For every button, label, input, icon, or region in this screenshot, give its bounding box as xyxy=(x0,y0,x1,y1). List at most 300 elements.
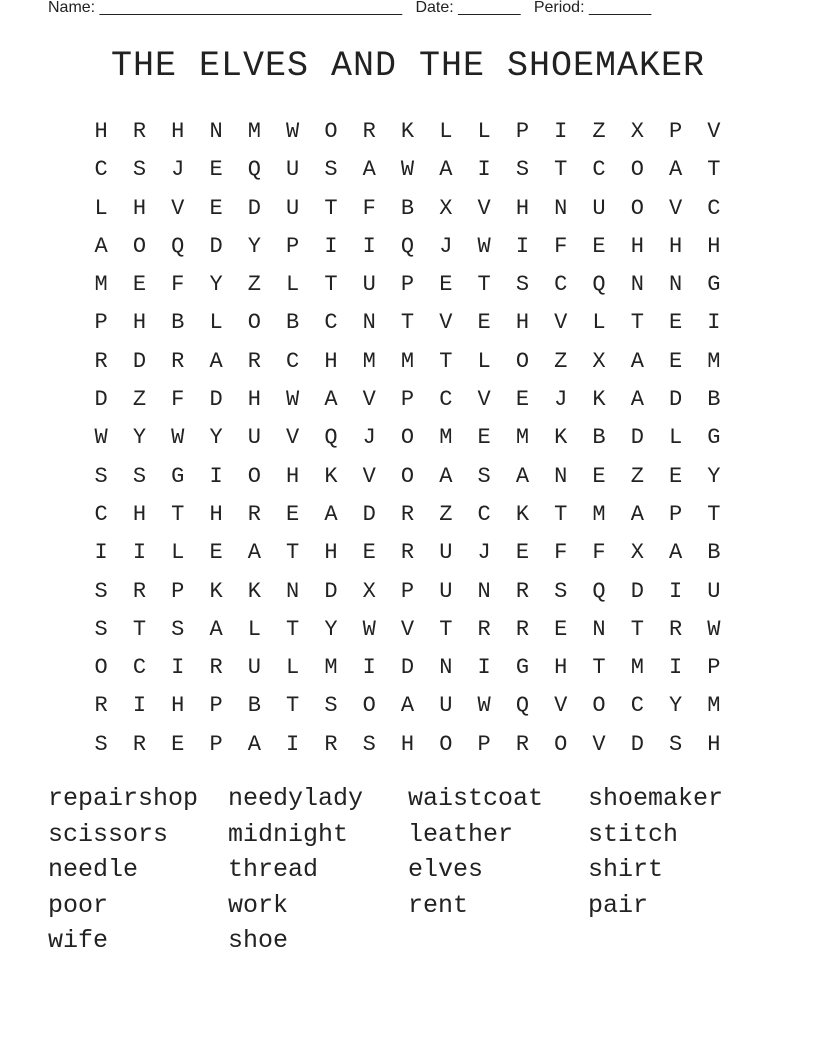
grid-letter[interactable]: A xyxy=(247,731,261,757)
grid-letter[interactable]: S xyxy=(94,463,108,489)
grid-letter[interactable]: L xyxy=(439,119,453,144)
grid-letter[interactable]: J xyxy=(554,387,568,413)
grid-letter[interactable]: K xyxy=(515,501,530,527)
grid-letter[interactable]: W xyxy=(400,157,415,183)
word-bank-row xyxy=(48,782,768,818)
grid-letter[interactable]: R xyxy=(171,348,185,374)
grid-letter[interactable]: W xyxy=(477,693,491,719)
grid-letter[interactable]: I xyxy=(209,463,223,489)
grid-letter[interactable]: I xyxy=(669,578,683,604)
grid-letter[interactable]: Z xyxy=(439,501,453,527)
grid-letter[interactable]: I xyxy=(477,655,491,681)
grid-letter[interactable]: R xyxy=(94,693,108,719)
grid-letter[interactable]: D xyxy=(630,425,644,451)
grid-letter[interactable]: R xyxy=(477,616,491,642)
grid-letter[interactable]: F xyxy=(554,540,568,566)
grid-letter[interactable]: H xyxy=(209,501,223,527)
grid-letter[interactable]: O xyxy=(400,463,415,489)
grid-letter[interactable]: E xyxy=(669,348,683,374)
grid-letter[interactable]: Y xyxy=(247,233,261,259)
grid-letter[interactable]: C xyxy=(477,501,491,527)
grid-letter[interactable]: C xyxy=(94,157,108,183)
grid-letter[interactable]: P xyxy=(209,731,223,757)
grid-letter[interactable]: T xyxy=(592,655,606,681)
grid-letter[interactable]: R xyxy=(400,540,415,566)
grid-letter[interactable]: O xyxy=(362,693,376,719)
grid-letter[interactable]: T xyxy=(286,540,300,566)
grid-letter[interactable]: K xyxy=(247,578,261,604)
grid-letter[interactable]: W xyxy=(286,387,300,413)
grid-letter[interactable]: K xyxy=(592,387,606,413)
grid-letter[interactable]: K xyxy=(324,463,338,489)
grid-letter[interactable]: M xyxy=(324,655,338,681)
grid-letter[interactable]: D xyxy=(209,387,223,413)
grid-letter[interactable]: M xyxy=(707,693,721,719)
grid-letter[interactable]: I xyxy=(171,655,185,681)
grid-letter[interactable]: A xyxy=(439,463,453,489)
grid-letter[interactable]: E xyxy=(362,540,376,566)
grid-letter[interactable]: O xyxy=(94,655,108,681)
grid-letter[interactable]: E xyxy=(132,272,147,298)
grid-letter[interactable]: D xyxy=(209,233,223,259)
grid-letter[interactable]: S xyxy=(669,731,683,757)
grid-letter[interactable]: F xyxy=(171,272,185,298)
grid-letter[interactable]: S xyxy=(324,693,338,719)
grid-letter[interactable]: L xyxy=(592,310,606,336)
grid-letter[interactable]: T xyxy=(324,195,338,221)
grid-letter[interactable]: D xyxy=(132,348,147,374)
word-bank-row xyxy=(48,889,768,925)
grid-letter[interactable]: Q xyxy=(247,157,261,183)
grid-letter[interactable]: I xyxy=(132,693,147,719)
grid-letter[interactable]: N xyxy=(592,616,606,642)
grid-letter[interactable]: L xyxy=(286,272,300,298)
grid-letter[interactable]: A xyxy=(209,616,223,642)
grid-letter[interactable]: M xyxy=(592,501,606,527)
grid-letter[interactable]: O xyxy=(247,463,261,489)
grid-letter[interactable]: P xyxy=(669,501,683,527)
grid-letter[interactable]: D xyxy=(324,578,338,604)
grid-letter[interactable]: M xyxy=(247,119,261,144)
grid-letter[interactable]: H xyxy=(171,693,185,719)
word-bank-item: thread xyxy=(228,855,319,884)
grid-letter[interactable]: P xyxy=(171,578,185,604)
grid-letter[interactable]: S xyxy=(554,578,568,604)
grid-letter[interactable]: A xyxy=(515,463,530,489)
grid-letter[interactable]: C xyxy=(439,387,453,413)
grid-letter[interactable]: L xyxy=(477,348,491,374)
grid-letter[interactable]: P xyxy=(669,119,683,144)
grid-letter[interactable]: B xyxy=(400,195,415,221)
grid-letter[interactable]: D xyxy=(669,387,683,413)
grid-letter[interactable]: E xyxy=(669,310,683,336)
grid-letter[interactable]: Z xyxy=(247,272,261,298)
grid-letter[interactable]: C xyxy=(554,272,568,298)
grid-letter[interactable]: I xyxy=(286,731,300,757)
grid-letter[interactable]: F xyxy=(362,195,376,221)
grid-letter[interactable]: N xyxy=(554,463,568,489)
grid-letter[interactable]: P xyxy=(94,310,108,336)
grid-letter[interactable]: E xyxy=(669,463,683,489)
grid-row xyxy=(82,151,733,189)
grid-letter[interactable]: S xyxy=(171,616,185,642)
grid-letter[interactable]: A xyxy=(630,348,644,374)
grid-letter[interactable]: V xyxy=(400,616,415,642)
grid-letter[interactable]: P xyxy=(707,655,721,681)
grid-letter[interactable]: B xyxy=(247,693,261,719)
grid-letter[interactable]: I xyxy=(515,233,530,259)
grid-letter[interactable]: H xyxy=(669,233,683,259)
grid-letter[interactable]: J xyxy=(477,540,491,566)
grid-letter[interactable]: H xyxy=(132,501,147,527)
grid-letter[interactable]: A xyxy=(324,387,338,413)
grid-letter[interactable]: J xyxy=(171,157,185,183)
grid-letter[interactable]: G xyxy=(707,272,721,298)
grid-letter[interactable]: S xyxy=(94,731,108,757)
date-line[interactable]: _______ xyxy=(458,0,521,16)
grid-letter[interactable]: I xyxy=(324,233,338,259)
grid-letter[interactable]: Q xyxy=(592,272,606,298)
grid-letter[interactable]: T xyxy=(132,616,147,642)
grid-letter[interactable]: A xyxy=(630,387,644,413)
grid-letter[interactable]: N xyxy=(439,655,453,681)
grid-letter[interactable]: R xyxy=(247,501,261,527)
word-bank-item: elves xyxy=(408,855,484,884)
grid-letter[interactable]: P xyxy=(477,731,491,757)
grid-letter[interactable]: P xyxy=(400,387,415,413)
grid-letter[interactable]: F xyxy=(554,233,568,259)
student-info-header xyxy=(48,0,651,18)
grid-letter[interactable]: P xyxy=(515,119,530,144)
grid-letter[interactable]: M xyxy=(362,348,376,374)
grid-letter[interactable]: H xyxy=(132,310,147,336)
grid-letter[interactable]: V xyxy=(362,463,376,489)
grid-letter[interactable]: O xyxy=(630,195,644,221)
grid-letter[interactable]: S xyxy=(515,272,530,298)
grid-letter[interactable]: E xyxy=(477,310,491,336)
grid-letter[interactable]: A xyxy=(400,693,415,719)
grid-letter[interactable]: L xyxy=(669,425,683,451)
grid-letter[interactable]: C xyxy=(94,501,108,527)
grid-letter[interactable]: X xyxy=(362,578,376,604)
grid-letter[interactable]: I xyxy=(707,310,721,336)
grid-letter[interactable]: R xyxy=(94,348,108,374)
grid-letter[interactable]: V xyxy=(477,195,491,221)
grid-letter[interactable]: U xyxy=(592,195,606,221)
grid-letter[interactable]: U xyxy=(286,157,300,183)
grid-letter[interactable]: R xyxy=(324,731,338,757)
grid-letter[interactable]: S xyxy=(94,578,108,604)
grid-letter[interactable]: E xyxy=(209,540,223,566)
grid-letter[interactable]: D xyxy=(630,578,644,604)
grid-letter[interactable]: H xyxy=(247,387,261,413)
grid-letter[interactable]: H xyxy=(630,233,644,259)
grid-letter[interactable]: S xyxy=(362,731,376,757)
grid-letter[interactable]: E xyxy=(515,387,530,413)
grid-letter[interactable]: K xyxy=(554,425,568,451)
grid-letter[interactable]: M xyxy=(707,348,721,374)
grid-letter[interactable]: I xyxy=(132,540,147,566)
name-line[interactable]: __________________________________ xyxy=(99,0,403,16)
grid-letter[interactable]: O xyxy=(400,425,415,451)
grid-letter[interactable]: Y xyxy=(209,272,223,298)
grid-letter[interactable]: E xyxy=(592,233,606,259)
grid-letter[interactable]: A xyxy=(669,157,683,183)
grid-letter[interactable]: O xyxy=(592,693,606,719)
grid-letter[interactable]: H xyxy=(515,310,530,336)
grid-letter[interactable]: G xyxy=(707,425,721,451)
grid-letter[interactable]: N xyxy=(286,578,300,604)
grid-letter[interactable]: H xyxy=(554,655,568,681)
grid-letter[interactable]: T xyxy=(439,348,453,374)
grid-letter[interactable]: I xyxy=(669,655,683,681)
grid-letter[interactable]: A xyxy=(439,157,453,183)
grid-letter[interactable]: H xyxy=(400,731,415,757)
period-line[interactable]: _______ xyxy=(588,0,652,16)
grid-letter[interactable]: R xyxy=(515,616,530,642)
grid-letter[interactable]: D xyxy=(630,731,644,757)
grid-letter[interactable]: W xyxy=(286,119,300,144)
grid-letter[interactable]: E xyxy=(171,731,185,757)
grid-letter[interactable]: M xyxy=(439,425,453,451)
grid-letter[interactable]: E xyxy=(477,425,491,451)
grid-letter[interactable]: A xyxy=(630,501,644,527)
grid-letter[interactable]: T xyxy=(439,616,453,642)
grid-letter[interactable]: T xyxy=(707,157,721,183)
grid-letter[interactable]: R xyxy=(515,578,530,604)
grid-letter[interactable]: H xyxy=(132,195,147,221)
grid-letter[interactable]: R xyxy=(209,655,223,681)
grid-letter[interactable]: M xyxy=(94,272,108,298)
grid-letter[interactable]: Z xyxy=(132,387,147,413)
grid-letter[interactable]: W xyxy=(94,425,108,451)
grid-letter[interactable]: D xyxy=(400,655,415,681)
grid-letter[interactable]: L xyxy=(209,310,223,336)
grid-letter[interactable]: R xyxy=(515,731,530,757)
grid-letter[interactable]: Y xyxy=(324,616,338,642)
grid-letter[interactable]: J xyxy=(439,233,453,259)
grid-letter[interactable]: G xyxy=(171,463,185,489)
grid-letter[interactable]: F xyxy=(592,540,606,566)
grid-letter[interactable]: I xyxy=(94,540,108,566)
grid-letter[interactable]: Q xyxy=(400,233,415,259)
grid-letter[interactable]: S xyxy=(132,157,147,183)
grid-letter[interactable]: T xyxy=(171,501,185,527)
grid-letter[interactable]: A xyxy=(247,540,261,566)
grid-letter[interactable]: F xyxy=(171,387,185,413)
grid-letter[interactable]: T xyxy=(554,157,568,183)
grid-letter[interactable]: R xyxy=(247,348,261,374)
grid-letter[interactable]: K xyxy=(209,578,223,604)
grid-letter[interactable]: L xyxy=(171,540,185,566)
grid-letter[interactable]: G xyxy=(515,655,530,681)
grid-letter[interactable]: W xyxy=(362,616,376,642)
grid-letter[interactable]: V xyxy=(669,195,683,221)
grid-letter[interactable]: Q xyxy=(515,693,530,719)
grid-letter[interactable]: T xyxy=(554,501,568,527)
grid-letter[interactable]: E xyxy=(209,157,223,183)
grid-letter[interactable]: D xyxy=(362,501,376,527)
grid-letter[interactable]: X xyxy=(630,119,644,144)
grid-letter[interactable]: R xyxy=(362,119,376,144)
grid-letter[interactable]: U xyxy=(247,655,261,681)
grid-letter[interactable]: S xyxy=(94,616,108,642)
grid-letter[interactable]: L xyxy=(94,195,108,221)
grid-letter[interactable]: H xyxy=(324,540,338,566)
grid-letter[interactable]: U xyxy=(439,578,453,604)
grid-letter[interactable]: E xyxy=(554,616,568,642)
grid-letter[interactable]: R xyxy=(132,731,147,757)
grid-letter[interactable]: T xyxy=(477,272,491,298)
grid-letter[interactable]: E xyxy=(592,463,606,489)
grid-letter[interactable]: M xyxy=(630,655,644,681)
grid-letter[interactable]: I xyxy=(477,157,491,183)
grid-letter[interactable]: V xyxy=(439,310,453,336)
grid-letter[interactable]: W xyxy=(477,233,491,259)
grid-letter[interactable]: R xyxy=(400,501,415,527)
grid-letter[interactable]: P xyxy=(286,233,300,259)
grid-letter[interactable]: L xyxy=(247,616,261,642)
grid-letter[interactable]: N xyxy=(554,195,568,221)
grid-letter[interactable]: A xyxy=(209,348,223,374)
grid-letter[interactable]: S xyxy=(477,463,491,489)
grid-letter[interactable]: Y xyxy=(707,463,721,489)
grid-letter[interactable]: N xyxy=(669,272,683,298)
grid-letter[interactable]: E xyxy=(286,501,300,527)
grid-letter[interactable]: Y xyxy=(209,425,223,451)
grid-letter[interactable]: R xyxy=(669,616,683,642)
grid-letter[interactable]: E xyxy=(515,540,530,566)
grid-letter[interactable]: C xyxy=(707,195,721,221)
grid-letter[interactable]: W xyxy=(707,616,721,642)
grid-letter[interactable]: P xyxy=(209,693,223,719)
grid-letter[interactable]: C xyxy=(592,157,606,183)
grid-letter[interactable]: B xyxy=(286,310,300,336)
grid-letter[interactable]: R xyxy=(132,119,147,144)
grid-letter[interactable]: O xyxy=(515,348,530,374)
grid-letter[interactable]: M xyxy=(400,348,415,374)
grid-letter[interactable]: T xyxy=(707,501,721,527)
grid-letter[interactable]: H xyxy=(171,119,185,144)
grid-letter[interactable]: H xyxy=(324,348,338,374)
grid-letter[interactable]: N xyxy=(630,272,644,298)
grid-row xyxy=(82,573,733,611)
grid-letter[interactable]: U xyxy=(286,195,300,221)
grid-letter[interactable]: T xyxy=(630,616,644,642)
grid-letter[interactable]: C xyxy=(630,693,644,719)
grid-letter[interactable]: C xyxy=(132,655,147,681)
grid-letter[interactable]: S xyxy=(132,463,147,489)
grid-letter[interactable]: I xyxy=(362,655,376,681)
grid-letter[interactable]: Q xyxy=(592,578,606,604)
grid-letter[interactable]: V xyxy=(592,731,606,757)
grid-letter[interactable]: O xyxy=(132,233,147,259)
grid-letter[interactable]: A xyxy=(362,157,376,183)
grid-letter[interactable]: U xyxy=(362,272,376,298)
grid-letter[interactable]: V xyxy=(554,693,568,719)
grid-letter[interactable]: X xyxy=(439,195,453,221)
grid-letter[interactable]: B xyxy=(592,425,606,451)
grid-letter[interactable]: L xyxy=(286,655,300,681)
grid-letter[interactable]: K xyxy=(400,119,415,144)
grid-letter[interactable]: A xyxy=(94,233,108,259)
grid-letter[interactable]: M xyxy=(515,425,530,451)
grid-letter[interactable]: X xyxy=(592,348,606,374)
grid-letter[interactable]: V xyxy=(554,310,568,336)
grid-letter[interactable]: B xyxy=(707,387,721,413)
grid-letter[interactable]: T xyxy=(400,310,415,336)
grid-letter[interactable]: U xyxy=(439,540,453,566)
grid-letter[interactable]: Q xyxy=(324,425,338,451)
grid-letter[interactable]: T xyxy=(286,693,300,719)
grid-letter[interactable]: O xyxy=(324,119,338,144)
grid-letter[interactable]: R xyxy=(132,578,147,604)
grid-letter[interactable]: X xyxy=(630,540,644,566)
grid-letter[interactable]: A xyxy=(324,501,338,527)
grid-letter[interactable]: Q xyxy=(171,233,185,259)
grid-letter[interactable]: W xyxy=(171,425,185,451)
grid-letter[interactable]: E xyxy=(439,272,453,298)
grid-letter[interactable]: V xyxy=(707,119,721,144)
grid-letter[interactable]: N xyxy=(477,578,491,604)
grid-letter[interactable]: N xyxy=(209,119,223,144)
grid-letter[interactable]: L xyxy=(477,119,491,144)
grid-letter[interactable]: O xyxy=(439,731,453,757)
grid-letter[interactable]: Z xyxy=(592,119,606,144)
grid-letter[interactable]: P xyxy=(400,272,415,298)
grid-letter[interactable]: N xyxy=(362,310,376,336)
grid-letter[interactable]: V xyxy=(362,387,376,413)
grid-letter[interactable]: A xyxy=(669,540,683,566)
grid-letter[interactable]: S xyxy=(324,157,338,183)
grid-letter[interactable]: D xyxy=(247,195,261,221)
grid-letter[interactable]: V xyxy=(171,195,185,221)
grid-letter[interactable]: T xyxy=(630,310,644,336)
grid-letter[interactable]: H xyxy=(286,463,300,489)
grid-letter[interactable]: U xyxy=(439,693,453,719)
grid-letter[interactable]: D xyxy=(94,387,108,413)
grid-letter[interactable]: Z xyxy=(630,463,644,489)
grid-letter[interactable]: T xyxy=(286,616,300,642)
grid-letter[interactable]: C xyxy=(324,310,338,336)
grid-letter[interactable]: H xyxy=(707,731,721,757)
grid-letter[interactable]: V xyxy=(477,387,491,413)
grid-letter[interactable]: Y xyxy=(132,425,147,451)
grid-letter[interactable]: H xyxy=(94,119,108,144)
grid-letter[interactable]: U xyxy=(247,425,261,451)
grid-letter[interactable]: O xyxy=(630,157,644,183)
grid-letter[interactable]: E xyxy=(209,195,223,221)
grid-letter[interactable]: P xyxy=(400,578,415,604)
grid-letter[interactable]: O xyxy=(247,310,261,336)
grid-letter[interactable]: H xyxy=(707,233,721,259)
grid-letter[interactable]: H xyxy=(515,195,530,221)
grid-letter[interactable]: O xyxy=(554,731,568,757)
grid-letter[interactable]: I xyxy=(554,119,568,144)
grid-letter[interactable]: S xyxy=(515,157,530,183)
grid-letter[interactable]: B xyxy=(171,310,185,336)
grid-letter[interactable]: T xyxy=(324,272,338,298)
grid-letter[interactable]: Z xyxy=(554,348,568,374)
grid-letter[interactable]: J xyxy=(362,425,376,451)
grid-letter[interactable]: V xyxy=(286,425,300,451)
grid-letter[interactable]: U xyxy=(707,578,721,604)
grid-letter[interactable]: C xyxy=(286,348,300,374)
word-bank-item: stitch xyxy=(588,819,679,849)
grid-letter[interactable]: B xyxy=(707,540,721,566)
grid-letter[interactable]: I xyxy=(362,233,376,259)
grid-letter[interactable]: Y xyxy=(669,693,683,719)
